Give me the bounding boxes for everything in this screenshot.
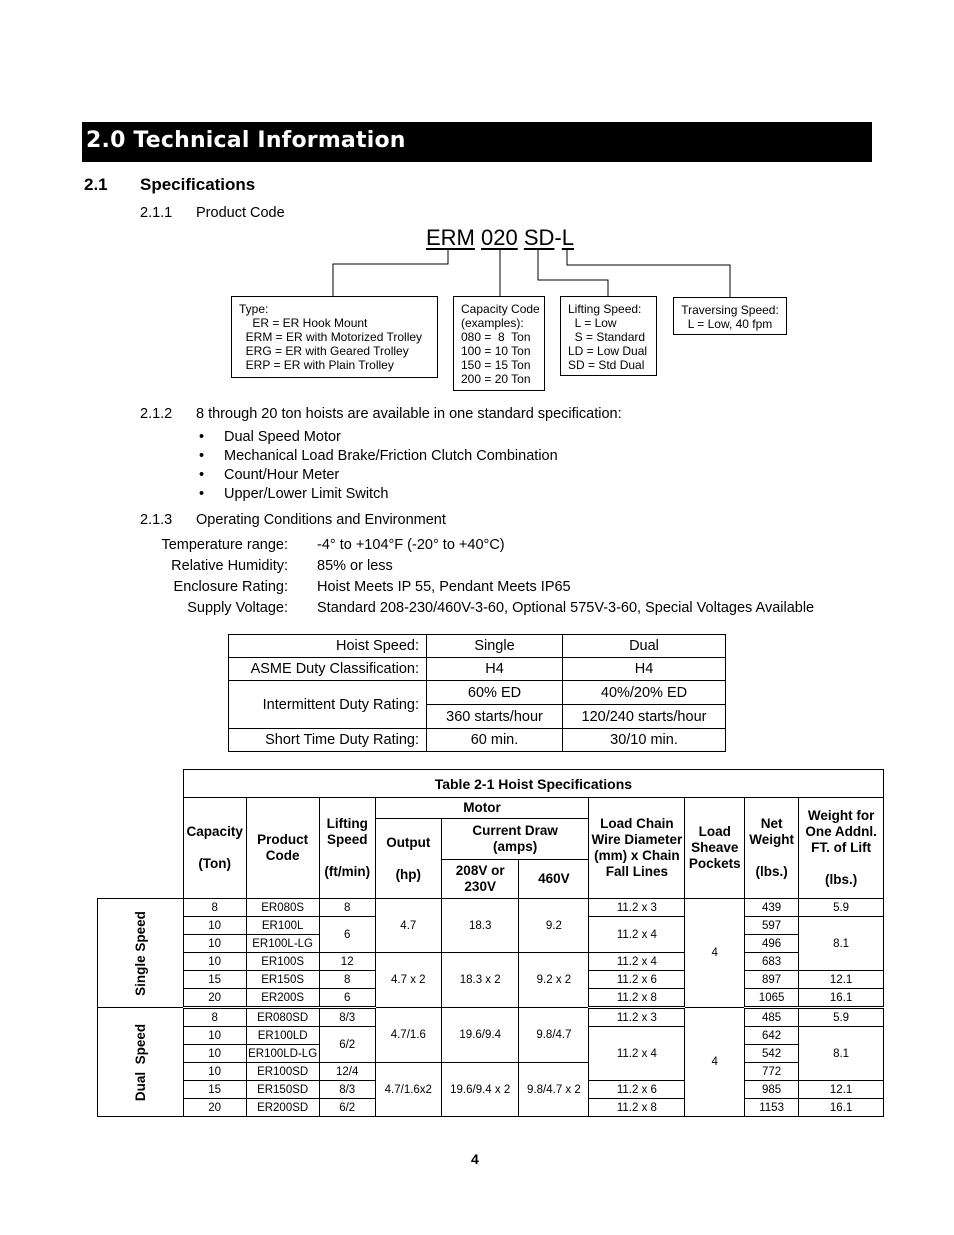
header-current-draw: Current Draw (amps) (441, 819, 588, 860)
condition-label: Relative Humidity: (171, 558, 288, 574)
table-cell: 10 (183, 935, 246, 953)
table-cell: 8/3 (319, 1081, 375, 1099)
table-cell: 10 (183, 917, 246, 935)
header-208v: 208V or 230V (441, 860, 519, 899)
table-cell: 8.1 (799, 917, 884, 971)
table-cell: 4.7/1.6 (375, 1008, 441, 1063)
table-cell: ER100LD-LG (246, 1045, 319, 1063)
table-cell: ER100L (246, 917, 319, 935)
subsection-number: 2.1 (84, 175, 108, 194)
table-cell: 683 (745, 953, 799, 971)
header-lifting-speed: Lifting Speed (ft/min) (319, 798, 375, 899)
item-number: 2.1.2 (140, 406, 173, 422)
lifting-legend-line: L = Low (568, 316, 617, 330)
condition-value: Standard 208-230/460V-3-60, Optional 575V-3-60, Special Voltages Available (317, 600, 815, 616)
table-row (229, 635, 726, 658)
table-cell: 16.1 (799, 989, 884, 1008)
table-cell: 8/3 (319, 1008, 375, 1027)
code-part-traversing: L (561, 225, 574, 250)
table-cell: ER200S (246, 989, 319, 1008)
dual-speed-group (98, 1008, 184, 1117)
table-cell: 20 (183, 989, 246, 1008)
table-row (98, 1063, 884, 1081)
page-number: 4 (471, 1151, 479, 1167)
table-row (98, 953, 884, 971)
table-row (229, 729, 726, 752)
table-cell: 8 (319, 971, 375, 989)
list-item: • Count/Hour Meter (196, 466, 558, 485)
table-row (98, 1008, 884, 1027)
item-number: 2.1.3 (140, 512, 173, 528)
table-cell: 60 min. (427, 729, 563, 752)
table-cell: 19.6/9.4 x 2 (441, 1063, 519, 1117)
header-net-weight: Net Weight (lbs.) (745, 798, 799, 899)
duty-rating-table (228, 634, 726, 752)
lifting-legend-line: LD = Low Dual (568, 344, 648, 358)
lifting-legend-box (560, 296, 657, 376)
table-cell: 4.7 (375, 899, 441, 953)
table-cell: 15 (183, 1081, 246, 1099)
table-row (229, 658, 726, 681)
table-cell: 8 (183, 899, 246, 917)
table-cell: 20 (183, 1099, 246, 1117)
header-output: Output (hp) (375, 819, 441, 899)
table-cell: ER100LD (246, 1027, 319, 1045)
table-cell: 6/2 (319, 1099, 375, 1117)
table-cell: 4 (685, 899, 745, 1008)
capacity-legend-line: 080 = 8 Ton (461, 330, 531, 344)
table-cell: 10 (183, 953, 246, 971)
code-part-capacity: 020 (481, 225, 518, 250)
table-cell: 30/10 min. (563, 729, 726, 752)
traversing-legend-line: Traversing Speed: (681, 303, 779, 317)
code-connector-lines (0, 0, 954, 300)
table-cell: ASME Duty Classification: (229, 658, 427, 681)
table-cell: 11.2 x 4 (589, 917, 685, 953)
header-weight-per-foot: Weight for One Addnl. FT. of Lift (lbs.) (799, 798, 884, 899)
dual-speed-label: Dual Speed (132, 1023, 148, 1101)
table-cell: 12 (319, 953, 375, 971)
condition-value: Hoist Meets IP 55, Pendant Meets IP65 (317, 579, 571, 595)
table-cell: 597 (745, 917, 799, 935)
traversing-legend-line: L = Low, 40 fpm (687, 317, 773, 331)
table-title: Table 2-1 Hoist Specifications (183, 770, 883, 798)
table-cell: ER150S (246, 971, 319, 989)
table-cell: 12.1 (799, 971, 884, 989)
capacity-legend-line: Capacity Code (461, 302, 540, 316)
code-part-dash: - (554, 225, 562, 250)
table-cell: Dual (563, 635, 726, 658)
standard-spec-intro: 8 through 20 ton hoists are available in one standard specification: (196, 406, 622, 422)
table-row (98, 899, 884, 917)
item-title: Product Code (196, 205, 285, 221)
table-cell: 11.2 x 8 (589, 1099, 685, 1117)
table-cell: 11.2 x 4 (589, 1027, 685, 1081)
table-cell: ER100L-LG (246, 935, 319, 953)
connector-type (333, 249, 448, 296)
type-legend-line: Type: (239, 302, 269, 316)
table-cell: 1065 (745, 989, 799, 1008)
table-cell: 19.6/9.4 (441, 1008, 519, 1063)
table-cell: 40%/20% ED (563, 681, 726, 705)
table-cell: 120/240 starts/hour (563, 705, 726, 729)
lifting-legend-line: Lifting Speed: (568, 302, 642, 316)
table-cell: H4 (563, 658, 726, 681)
table-cell: 12.1 (799, 1081, 884, 1099)
table-cell: 16.1 (799, 1099, 884, 1117)
code-part-lifting: SD (523, 225, 555, 250)
capacity-legend-line: 100 = 10 Ton (461, 344, 531, 358)
table-cell: 15 (183, 971, 246, 989)
table-cell: 897 (745, 971, 799, 989)
type-legend-line: ERG = ER with Geared Trolley (239, 344, 409, 358)
table-cell: ER100SD (246, 1063, 319, 1081)
header-sheave-pockets: Load Sheave Pockets (685, 798, 745, 899)
lifting-legend-line: S = Standard (568, 330, 646, 344)
traversing-legend-box (673, 297, 787, 335)
condition-value: 85% or less (317, 558, 393, 574)
table-cell: 496 (745, 935, 799, 953)
type-legend-line: ERP = ER with Plain Trolley (239, 358, 394, 372)
table-cell: 11.2 x 8 (589, 989, 685, 1008)
table-cell: 10 (183, 1063, 246, 1081)
table-cell: 642 (745, 1027, 799, 1045)
header-motor: Motor (375, 798, 589, 819)
condition-label: Supply Voltage: (187, 600, 288, 616)
table-cell: 9.8/4.7 x 2 (519, 1063, 589, 1117)
table-cell: 1153 (745, 1099, 799, 1117)
table-cell: 985 (745, 1081, 799, 1099)
table-row (229, 681, 726, 705)
table-cell: 8 (319, 899, 375, 917)
type-legend-box (231, 296, 438, 378)
table-cell: 772 (745, 1063, 799, 1081)
single-speed-group (98, 899, 184, 1008)
capacity-legend-line: 200 = 20 Ton (461, 372, 531, 386)
table-cell: Short Time Duty Rating: (229, 729, 427, 752)
connector-lifting (538, 249, 608, 296)
table-cell: 4.7 x 2 (375, 953, 441, 1008)
table-cell: 9.2 (519, 899, 589, 953)
table-cell: H4 (427, 658, 563, 681)
table-cell: Hoist Speed: (229, 635, 427, 658)
table-cell: 11.2 x 4 (589, 953, 685, 971)
table-cell: ER080SD (246, 1008, 319, 1027)
table-cell: 4 (685, 1008, 745, 1117)
condition-label: Temperature range: (161, 537, 288, 553)
table-cell: 9.8/4.7 (519, 1008, 589, 1063)
header-460v: 460V (519, 860, 589, 899)
table-cell: ER080S (246, 899, 319, 917)
table-cell: 11.2 x 6 (589, 1081, 685, 1099)
hoist-spec-table (97, 769, 884, 1117)
table-cell: 542 (745, 1045, 799, 1063)
table-cell: 60% ED (427, 681, 563, 705)
table-cell: Intermittent Duty Rating: (229, 681, 427, 729)
list-item: • Mechanical Load Brake/Friction Clutch Combination (196, 447, 558, 466)
condition-label: Enclosure Rating: (173, 579, 288, 595)
table-cell: 11.2 x 3 (589, 1008, 685, 1027)
table-cell: 485 (745, 1008, 799, 1027)
table-cell: ER200SD (246, 1099, 319, 1117)
capacity-legend-line: (examples): (461, 316, 524, 330)
header-product-code: Product Code (246, 798, 319, 899)
capacity-legend-line: 150 = 15 Ton (461, 358, 531, 372)
table-cell: 4.7/1.6x2 (375, 1063, 441, 1117)
list-item: • Dual Speed Motor (196, 428, 558, 447)
table-cell: 12/4 (319, 1063, 375, 1081)
table-cell: 6/2 (319, 1027, 375, 1063)
connector-traversing (567, 249, 730, 297)
table-cell: 5.9 (799, 899, 884, 917)
subsection-title: Specifications (140, 175, 256, 194)
type-legend-line: ER = ER Hook Mount (239, 316, 368, 330)
item-number: 2.1.1 (140, 205, 173, 221)
header-capacity: Capacity (Ton) (183, 798, 246, 899)
table-cell: ER150SD (246, 1081, 319, 1099)
table-cell: 18.3 (441, 899, 519, 953)
table-cell: 5.9 (799, 1008, 884, 1027)
section-title: 2.0 Technical Information (86, 128, 406, 153)
single-speed-label: Single Speed (132, 910, 148, 996)
table-cell: 10 (183, 1027, 246, 1045)
table-cell: 18.3 x 2 (441, 953, 519, 1008)
table-cell: 9.2 x 2 (519, 953, 589, 1008)
table-cell: Single (427, 635, 563, 658)
lifting-legend-line: SD = Std Dual (568, 358, 645, 372)
table-cell: 8 (183, 1008, 246, 1027)
table-cell: 11.2 x 6 (589, 971, 685, 989)
condition-value: -4° to +104°F (-20° to +40°C) (317, 537, 505, 553)
list-item: • Upper/Lower Limit Switch (196, 485, 558, 504)
code-part-type: ERM (426, 225, 475, 250)
table-cell: 360 starts/hour (427, 705, 563, 729)
table-cell: 439 (745, 899, 799, 917)
table-cell: 6 (319, 989, 375, 1008)
table-cell: 6 (319, 917, 375, 953)
item-title: Operating Conditions and Environment (196, 512, 446, 528)
table-cell: 8.1 (799, 1027, 884, 1081)
table-cell: 10 (183, 1045, 246, 1063)
type-legend-line: ERM = ER with Motorized Trolley (239, 330, 423, 344)
table-cell: 11.2 x 3 (589, 899, 685, 917)
table-cell: ER100S (246, 953, 319, 971)
capacity-legend-box (453, 296, 545, 391)
feature-list (196, 428, 558, 504)
header-load-chain: Load Chain Wire Diameter (mm) x Chain Fall Lines (589, 798, 685, 899)
